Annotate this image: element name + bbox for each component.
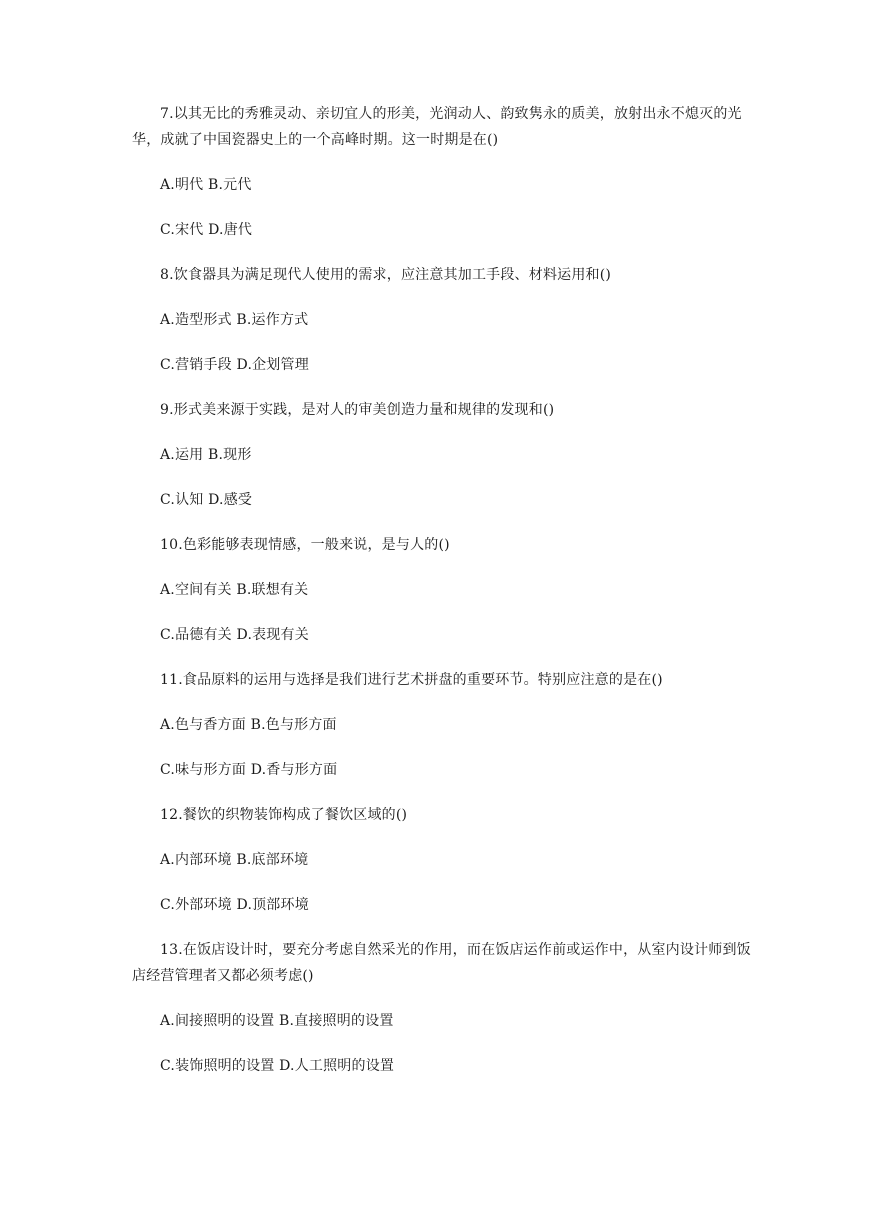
question-item — [132, 802, 752, 918]
question-options-row: A.造型形式 B.运作方式 — [160, 312, 309, 328]
question-options-row: C.装饰照明的设置 D.人工照明的设置 — [160, 1058, 395, 1074]
question-options-row: A.空间有关 B.联想有关 — [160, 582, 309, 598]
question-options-row: C.认知 D.感受 — [160, 492, 253, 508]
question-options-row: C.宋代 D.唐代 — [160, 222, 253, 238]
question-stem: 10.色彩能够表现情感，一般来说，是与人的() — [160, 537, 450, 553]
question-options-row: C.外部环境 D.顶部环境 — [160, 897, 309, 913]
question-options-row: A.色与香方面 B.色与形方面 — [160, 717, 337, 733]
question-item — [132, 101, 752, 243]
question-item — [132, 262, 752, 378]
question-options-row: C.味与形方面 D.香与形方面 — [160, 762, 338, 778]
question-options-row: A.明代 B.元代 — [160, 177, 252, 193]
question-stem: 13.在饭店设计时，要充分考虑自然采光的作用，而在饭店运作前或运作中，从室内设计师到饭店经营管理者又都必须考虑() — [132, 942, 751, 984]
question-stem: 8.饮食器具为满足现代人使用的需求，应注意其加工手段、材料运用和() — [160, 267, 612, 283]
question-stem: 11.食品原料的运用与选择是我们进行艺术拼盘的重要环节。特别应注意的是在() — [160, 672, 663, 688]
question-item — [132, 667, 752, 783]
question-options-row: A.内部环境 B.底部环境 — [160, 852, 309, 868]
question-stem: 9.形式美来源于实践，是对人的审美创造力量和规律的发现和() — [160, 402, 555, 418]
question-item — [132, 937, 752, 1079]
question-options-row: A.运用 B.现形 — [160, 447, 252, 463]
question-stem: 12.餐饮的织物装饰构成了餐饮区域的() — [160, 807, 408, 823]
question-list — [132, 101, 752, 1098]
question-stem: 7.以其无比的秀雅灵动、亲切宜人的形美，光润动人、韵致隽永的质美，放射出永不熄灭的光华，成就了中国瓷器史上的一个高峰时期。这一时期是在() — [132, 106, 742, 148]
question-item — [132, 532, 752, 648]
question-item — [132, 397, 752, 513]
question-options-row: C.营销手段 D.企划管理 — [160, 357, 309, 373]
question-options-row: A.间接照明的设置 B.直接照明的设置 — [160, 1013, 394, 1029]
question-options-row: C.品德有关 D.表现有关 — [160, 627, 309, 643]
